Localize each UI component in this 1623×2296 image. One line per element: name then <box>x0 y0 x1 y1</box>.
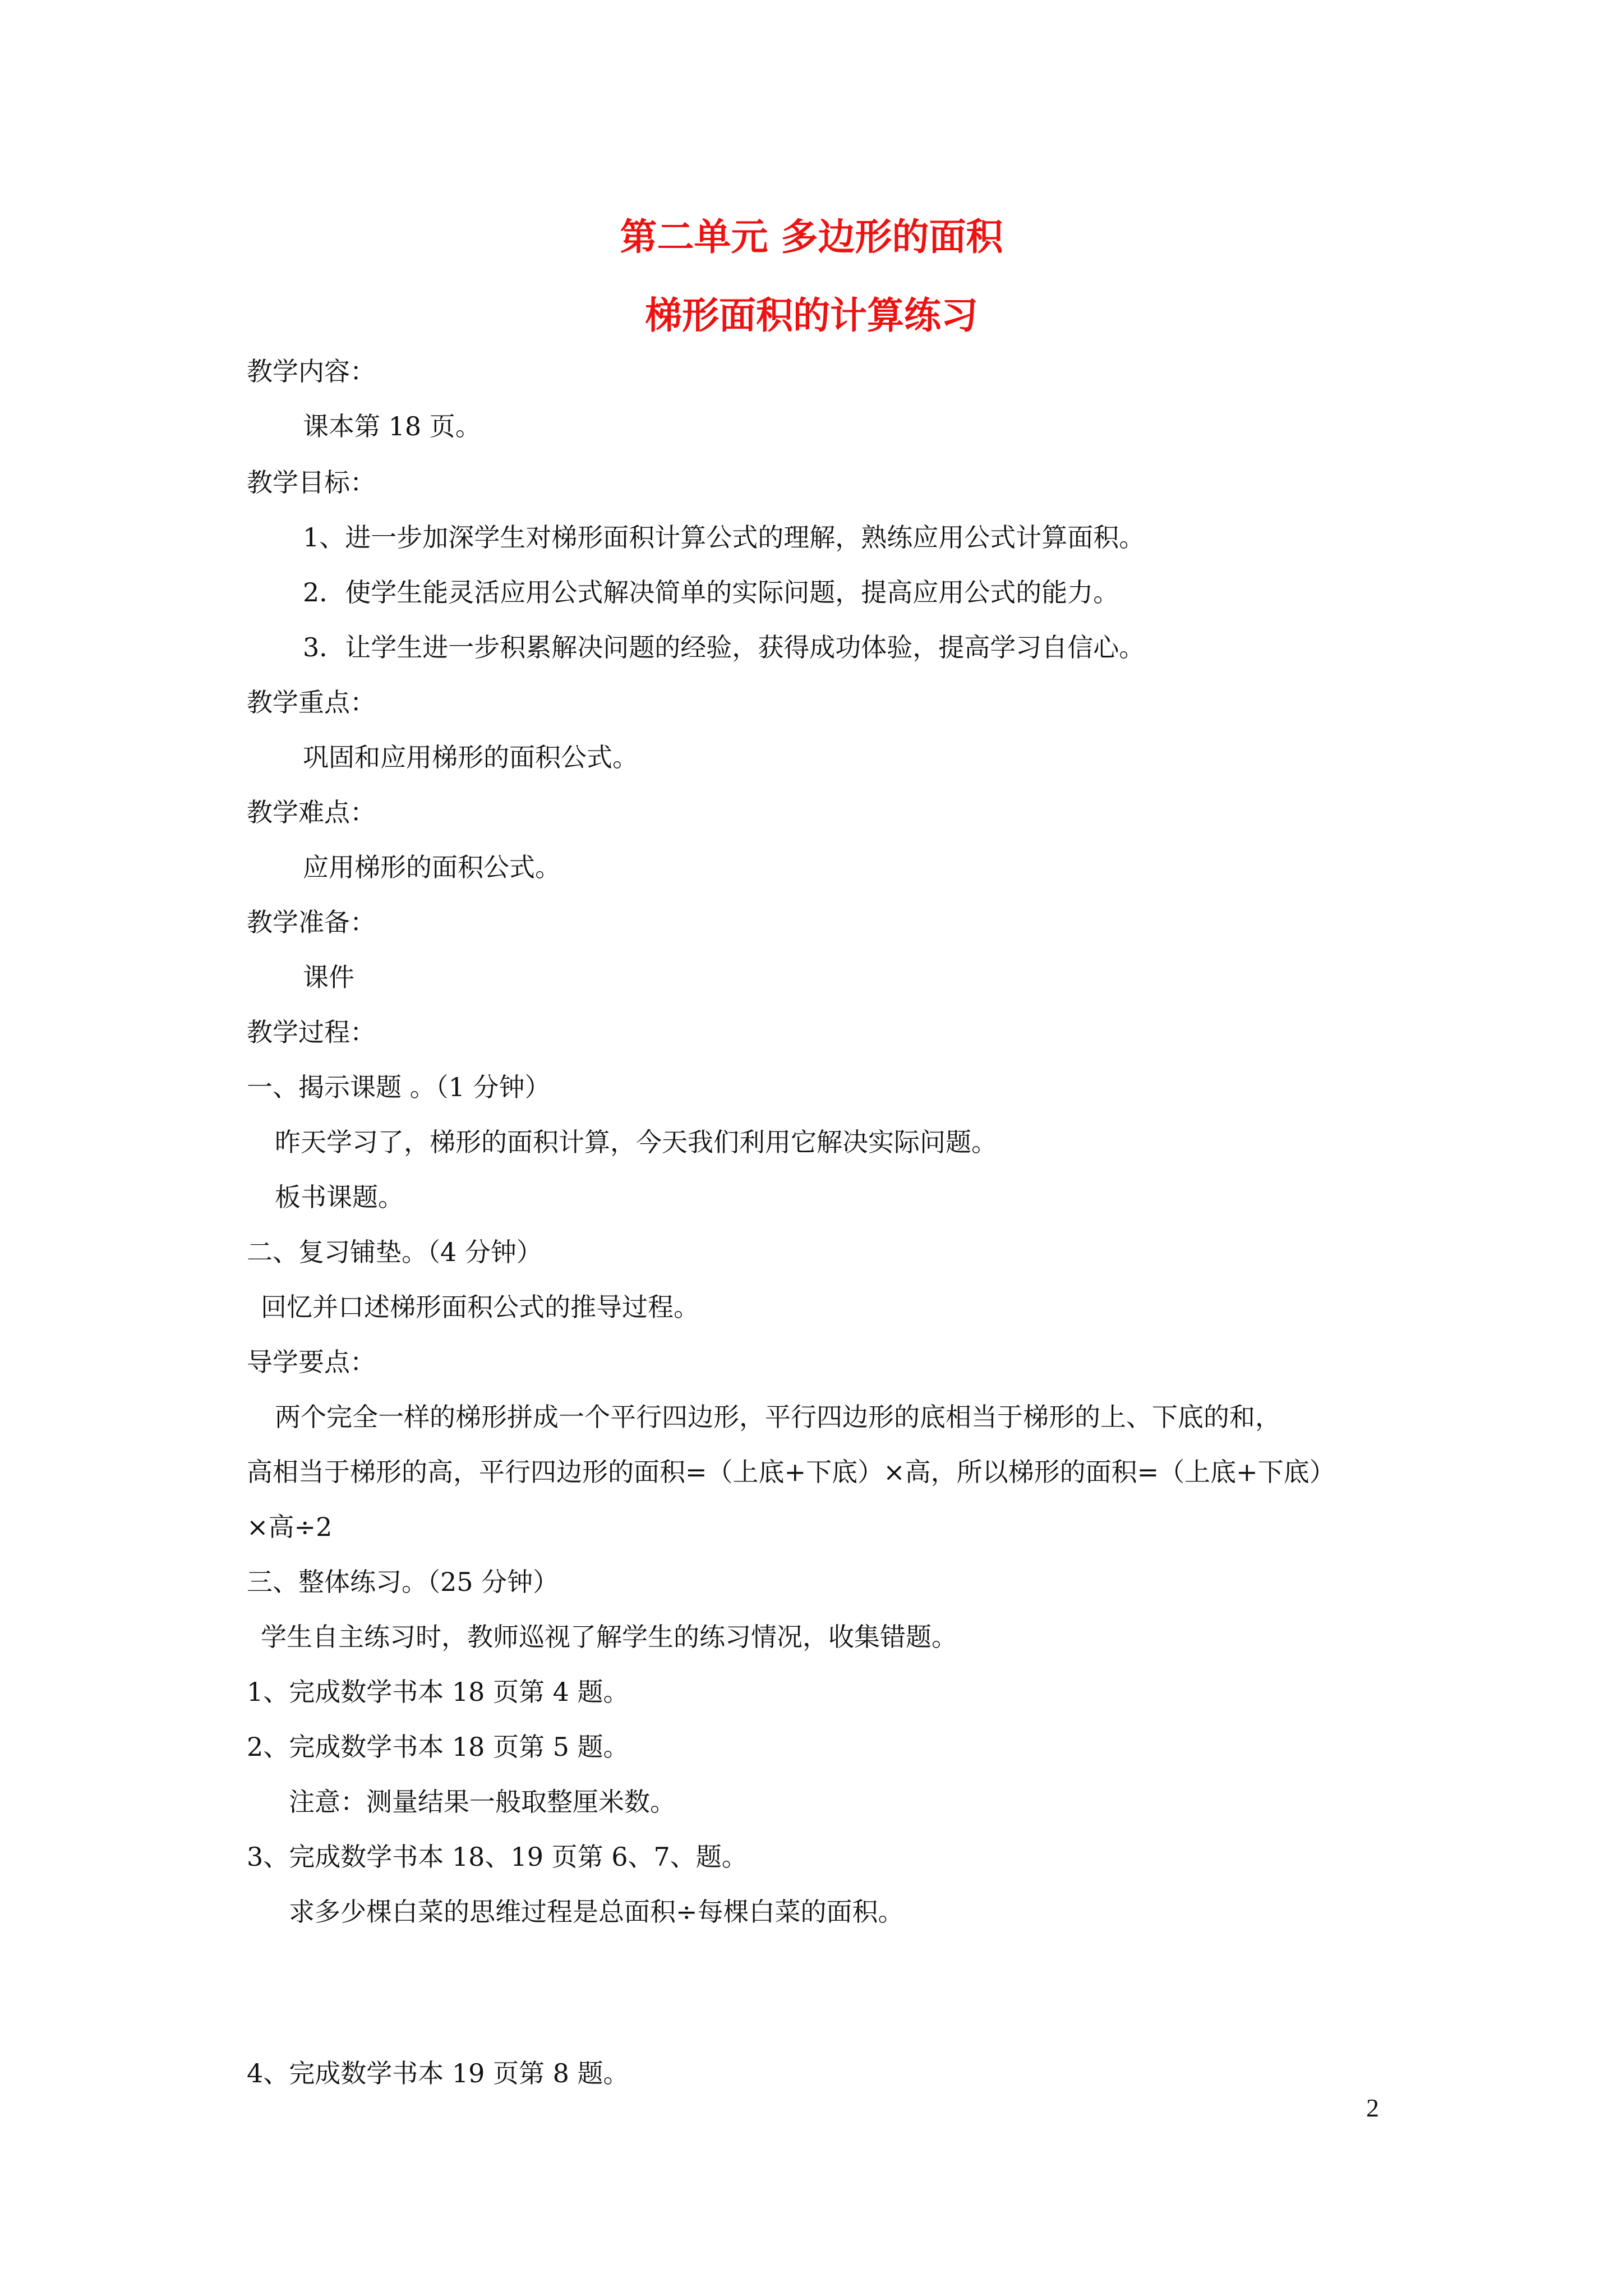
step-2-heading: 二、复习铺垫。（4 分钟） <box>247 1237 542 1267</box>
section-heading-process: 教学过程： <box>247 1017 376 1047</box>
exercise-item-2: 2、完成数学书本 18 页第 5 题。 <box>247 1732 629 1762</box>
exercise-item-1: 1、完成数学书本 18 页第 4 题。 <box>247 1677 629 1707</box>
exercise-explanation: 求多少棵白菜的思维过程是总面积÷每棵白菜的面积。 <box>289 1897 904 1927</box>
goal-item-1: 1、进一步加深学生对梯形面积计算公式的理解，熟练应用公式计算面积。 <box>303 522 1145 553</box>
key-point-text: 巩固和应用梯形的面积公式。 <box>303 742 638 772</box>
step-2-text: 回忆并口述梯形面积公式的推导过程。 <box>261 1292 699 1322</box>
lesson-title: 梯形面积的计算练习 <box>645 294 978 337</box>
content-text: 课本第 18 页。 <box>303 411 481 441</box>
step-1-board: 板书课题。 <box>275 1182 404 1212</box>
section-heading-content: 教学内容： <box>247 356 376 386</box>
step-3-heading: 三、整体练习。（25 分钟） <box>247 1567 559 1597</box>
step-1-heading: 一、揭示课题 。（1 分钟） <box>247 1072 551 1102</box>
preparation-text: 课件 <box>303 962 354 992</box>
section-heading-difficulty: 教学难点： <box>247 797 376 827</box>
section-heading-preparation: 教学准备： <box>247 907 376 937</box>
exercise-item-4: 4、完成数学书本 19 页第 8 题。 <box>247 2058 629 2088</box>
guidance-text-1: 两个完全一样的梯形拼成一个平行四边形，平行四边形的底相当于梯形的上、下底的和， <box>275 1402 1281 1432</box>
unit-title: 第二单元 多边形的面积 <box>620 215 1003 259</box>
section-heading-key-point: 教学重点： <box>247 687 376 717</box>
goal-item-3: 3．让学生进一步积累解决问题的经验，获得成功体验，提高学习自信心。 <box>303 632 1145 662</box>
goal-item-2: 2．使学生能灵活应用公式解决简单的实际问题，提高应用公式的能力。 <box>303 577 1119 608</box>
exercise-note: 注意：测量结果一般取整厘米数。 <box>289 1787 676 1817</box>
section-heading-goals: 教学目标： <box>247 467 376 498</box>
guidance-text-2: 高相当于梯形的高，平行四边形的面积=（上底+下底）×高，所以梯形的面积=（上底+下底） <box>247 1457 1335 1487</box>
difficulty-text: 应用梯形的面积公式。 <box>303 852 561 882</box>
step-3-text: 学生自主练习时，教师巡视了解学生的练习情况，收集错题。 <box>261 1622 957 1652</box>
step-1-text: 昨天学习了，梯形的面积计算，今天我们利用它解决实际问题。 <box>275 1127 997 1157</box>
page-number: 2 <box>1366 2093 1379 2122</box>
guidance-text-3: ×高÷2 <box>247 1512 333 1542</box>
exercise-item-3: 3、完成数学书本 18、19 页第 6、7、题。 <box>247 1842 748 1872</box>
guidance-heading: 导学要点： <box>247 1347 376 1377</box>
